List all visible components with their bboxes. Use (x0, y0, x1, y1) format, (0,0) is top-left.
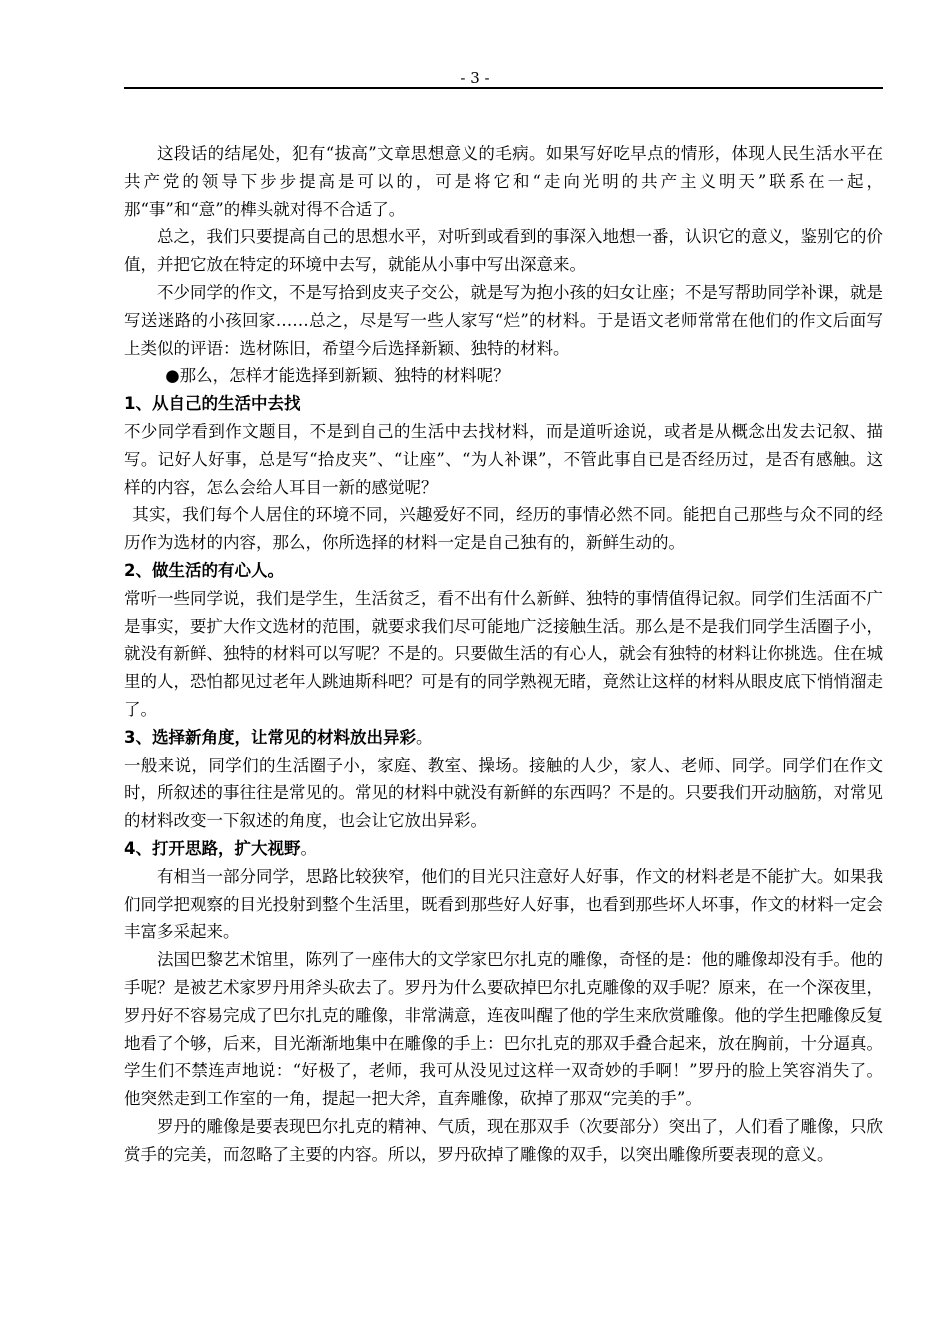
section-heading-3-period: 。 (415, 727, 433, 747)
section-heading-4-text: 4、打开思路，扩大视野 (124, 838, 301, 858)
section-heading-3 (124, 724, 883, 752)
paragraph-7: 一般来说，同学们的生活圈子小，家庭、教室、操场。接触的人少，家人、老师、同学。同学们在作文时，所叙述的事往往是常见的。常见的材料中就没有新鲜的东西吗？不是的。只要我们开动脑筋，对常见的材料改变一下叙述的角度，也会让它放出异彩。 (124, 755, 883, 831)
paragraph-2: 总之，我们只要提高自己的思想水平，对听到或看到的事深入地想一番，认识它的意义，鉴别它的价值，并把它放在特定的环境中去写，就能从小事中写出深意来。 (124, 227, 883, 275)
page-number: - 3 - (460, 69, 490, 87)
header-divider (124, 87, 883, 89)
paragraph-10: 罗丹的雕像是要表现巴尔扎克的精神、气质，现在那双手（次要部分）突出了，人们看了雕像，只欣赏手的完美，而忽略了主要的内容。所以，罗丹砍掉了雕像的双手，以突出雕像所要表现的意义。 (124, 1116, 883, 1164)
paragraph-4: 不少同学看到作文题目，不是到自己的生活中去找材料，而是道听途说，或者是从概念出发去记叙、描写。记好人好事，总是写“拾皮夹”、“让座”、“为人补课”，不管此事自已是否经历过，是否有感触。这样的内容，怎么会给人耳目一新的感觉呢？ (124, 421, 883, 497)
paragraph-1: 这段话的结尾处，犯有“拔高”文章思想意义的毛病。如果写好吃早点的情形，体现人民生活水平在共产党的领导下步步提高是可以的，可是将它和“走向光明的共产主义明天”联系在一起，那“事”和“意”的榫头就对得不合适了。 (124, 144, 883, 219)
document-body (124, 140, 883, 1168)
question-line: ●那么，怎样才能选择到新颖、独特的材料呢？ (165, 366, 510, 386)
section-heading-3-text: 3、选择新角度，让常见的材料放出异彩 (124, 727, 416, 747)
paragraph-3: 不少同学的作文，不是写拾到皮夹子交公，就是写为抱小孩的妇女让座；不是写帮助同学补课，就是写送迷路的小孩回家……总之，尽是写一些人家写“烂”的材料。于是语文老师常常在他们的作文后面写上类似的评语：选材陈旧，希望今后选择新颖、独特的材料。 (124, 282, 883, 358)
section-heading-1: 1、从自己的生活中去找 (124, 394, 301, 414)
section-heading-2: 2、做生活的有心人。 (124, 560, 284, 580)
paragraph-6: 常听一些同学说，我们是学生，生活贫乏，看不出有什么新鲜、独特的事情值得记叙。同学们生活面不广是事实，要扩大作文选材的范围，就要求我们尽可能地广泛接触生活。那么是不是我们同学生活圈子小，就没有新鲜、独特的材料可以写呢？不是的。只要做生活的有心人，就会有独特的材料让你挑选。住在城里的人，恐怕都见过老年人跳迪斯科吧？可是有的同学熟视无睹，竟然让这样的材料从眼皮底下悄悄溜走了。 (124, 588, 883, 719)
paragraph-8: 有相当一部分同学，思路比较狭窄，他们的目光只注意好人好事，作文的材料老是不能扩大。如果我们同学把观察的目光投射到整个生活里，既看到那些好人好事，也看到那些坏人坏事，作文的材料一定会丰富多采起来。 (124, 866, 883, 942)
paragraph-9: 法国巴黎艺术馆里，陈列了一座伟大的文学家巴尔扎克的雕像，奇怪的是：他的雕像却没有手。他的手呢？是被艺术家罗丹用斧头砍去了。罗丹为什么要砍掉巴尔扎克雕像的双手呢？原来，在一个深夜里，罗丹好不容易完成了巴尔扎克的雕像，非常满意，连夜叫醒了他的学生来欣赏雕像。他的学生把雕像反复地看了个够，后来，目光渐渐地集中在雕像的手上：巴尔扎克的那双手叠合起来，放在胸前，十分逼真。学生们不禁连声地说：“好极了，老师，我可从没见过这样一双奇妙的手啊！”罗丹的脸上笑容消失了。他突然走到工作室的一角，提起一把大斧，直奔雕像，砍掉了那双“完美的手”。 (124, 950, 883, 1109)
paragraph-5: 其实，我们每个人居住的环境不同，兴趣爱好不同，经历的事情必然不同。能把自己那些与众不同的经历作为选材的内容，那么，你所选择的材料一定是自己独有的，新鲜生动的。 (124, 505, 883, 553)
section-heading-4-period: 。 (300, 838, 317, 858)
section-heading-4 (124, 835, 883, 863)
